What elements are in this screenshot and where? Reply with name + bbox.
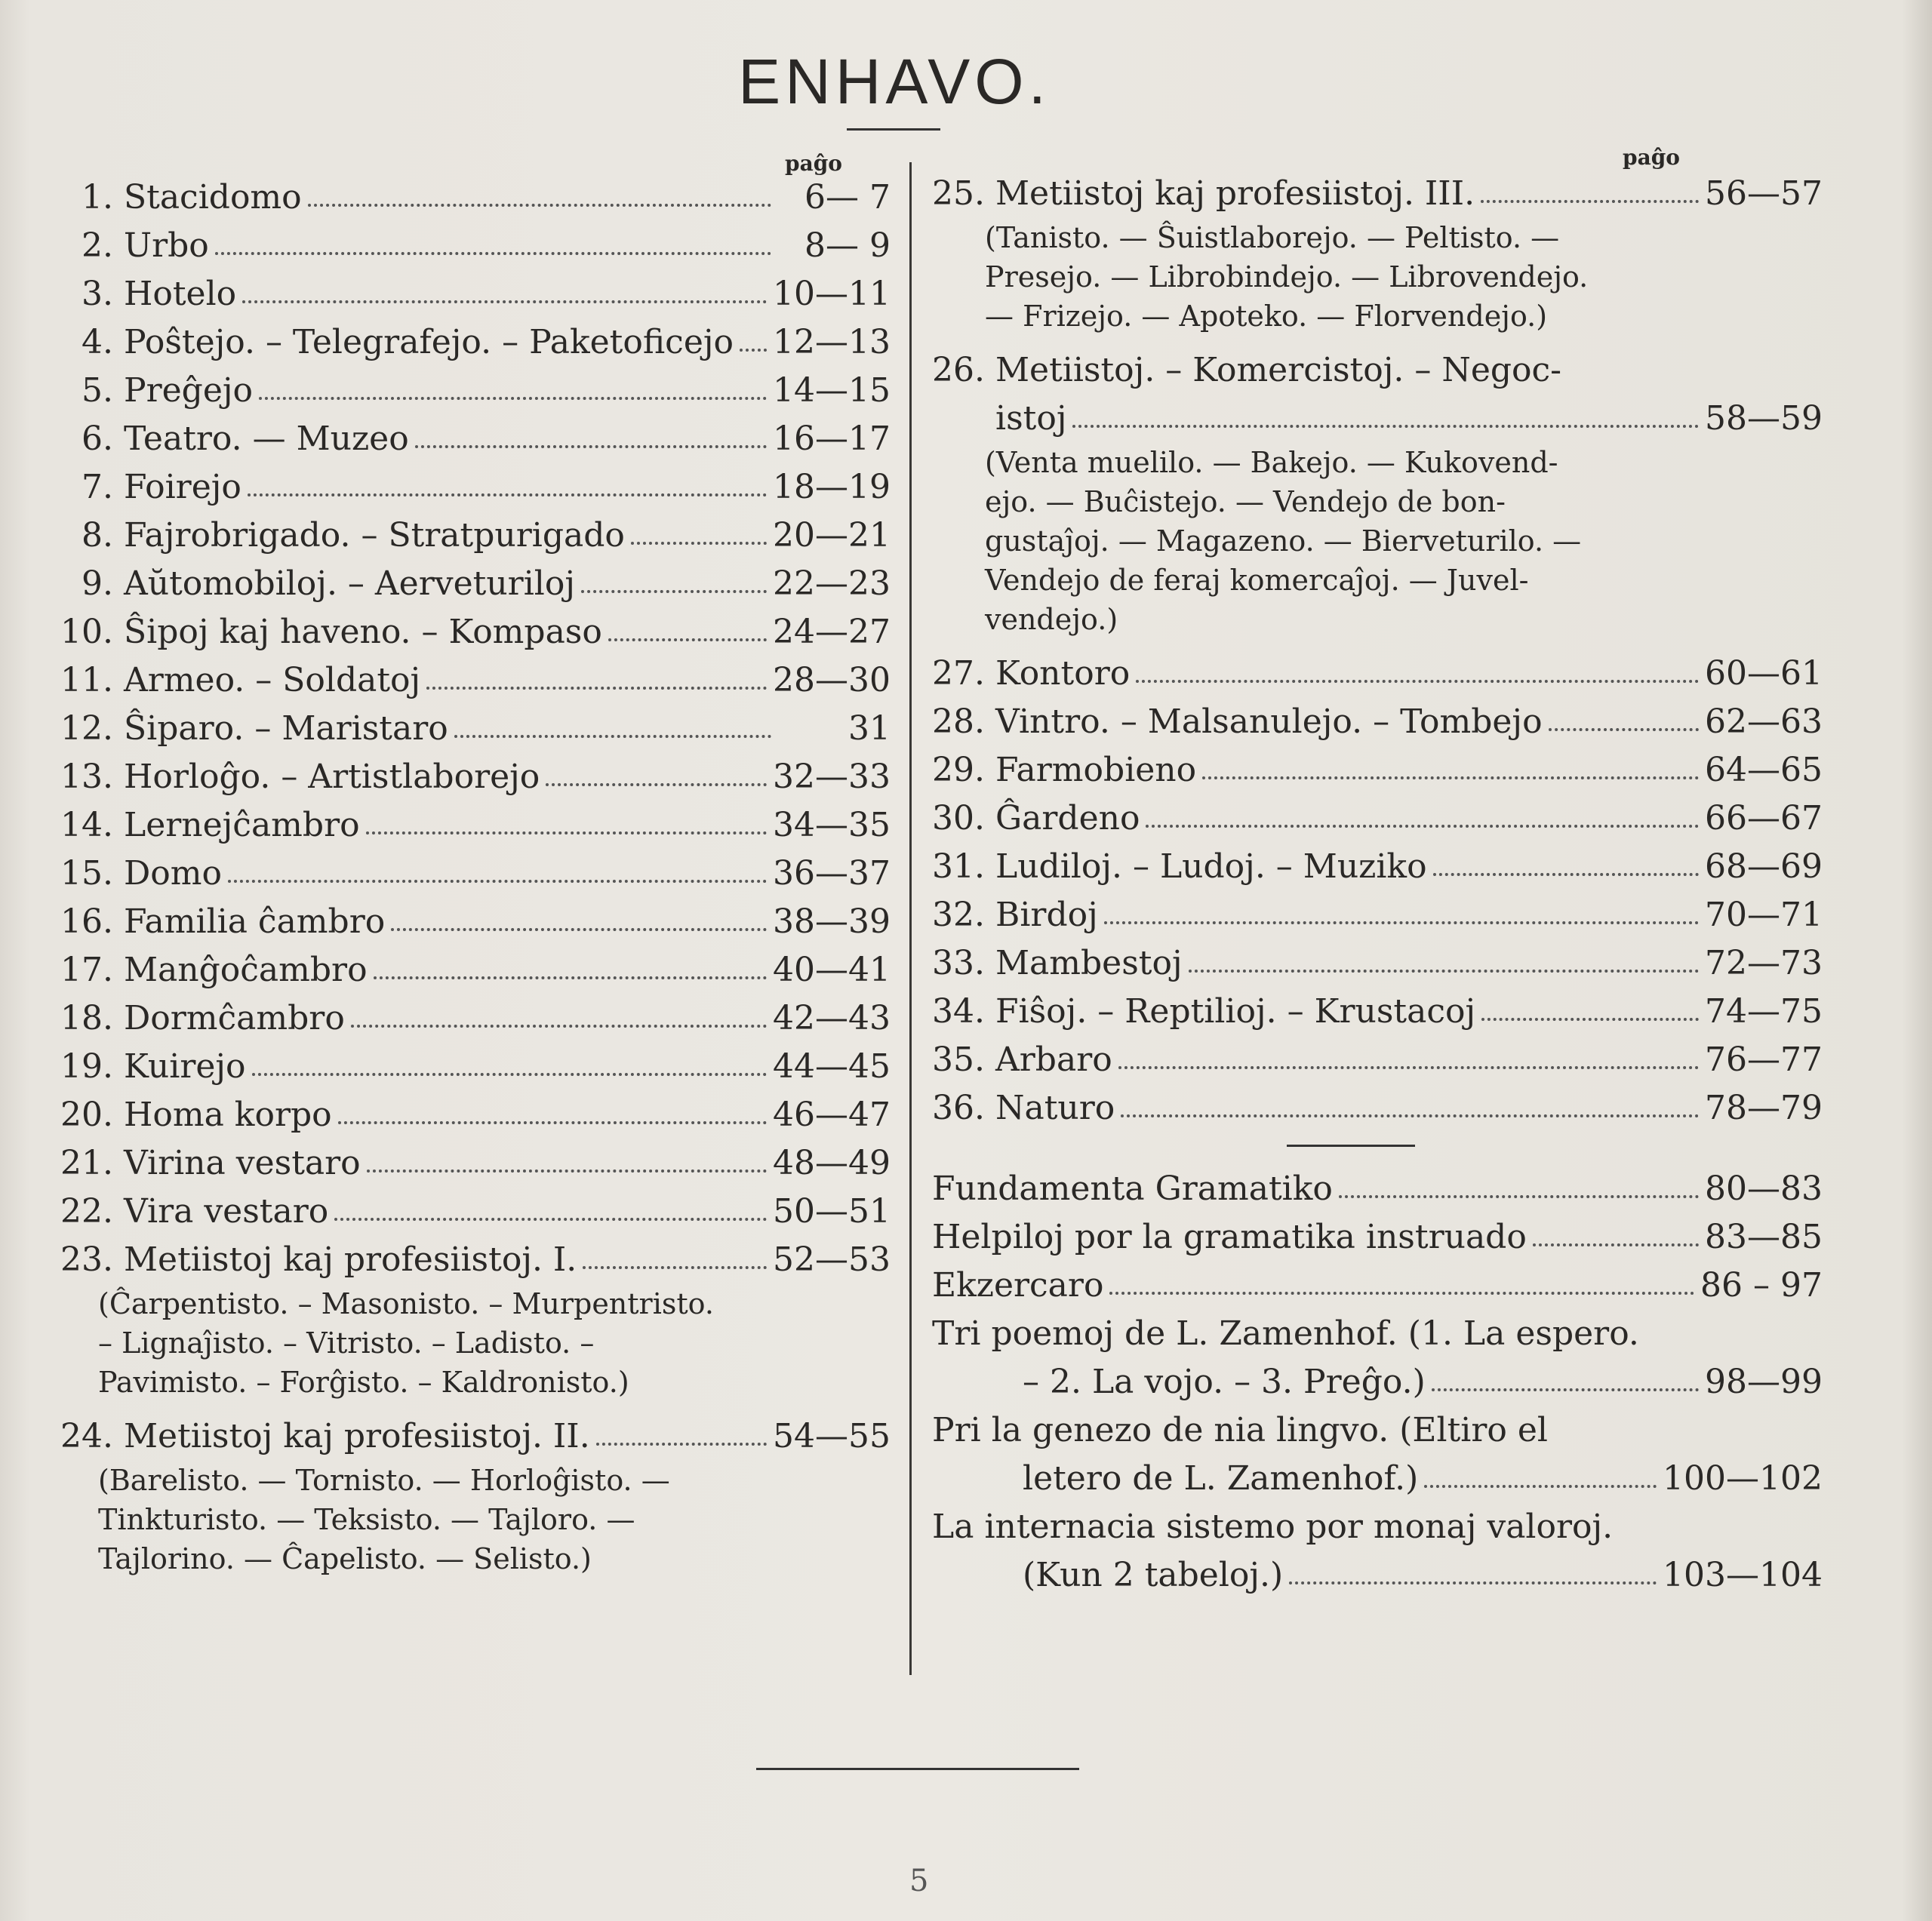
- column-divider: [909, 162, 912, 1675]
- entry-number: 23.: [60, 1240, 113, 1279]
- entry-number: 19.: [60, 1047, 113, 1086]
- toc-entry-26: [917, 346, 1823, 395]
- toc-entry: [917, 650, 1823, 698]
- entry-pages: 12—13: [773, 323, 891, 361]
- entry-number: 9.: [82, 564, 113, 603]
- toc-entry: [15, 318, 891, 367]
- subtopic-line: vendejo.): [985, 603, 1118, 636]
- entry-pages: 44—45: [773, 1047, 891, 1086]
- entry-pages: 98—99: [1705, 1363, 1823, 1401]
- toc-entry-sistemo: [917, 1503, 1823, 1551]
- dot-leader: [1189, 970, 1699, 973]
- left-entry-list: [15, 174, 891, 1236]
- subtopic-line: ejo. — Buĉistejo. — Vendejo de bon-: [985, 485, 1506, 518]
- dot-leader: [1136, 680, 1699, 683]
- entry-25-subtopics: [917, 218, 1823, 336]
- dot-leader: [1072, 425, 1699, 428]
- dot-leader: [426, 687, 767, 690]
- entry-number: 5.: [82, 371, 113, 410]
- entry-label: Foirejo: [124, 468, 242, 506]
- entry-pages: 62—63: [1705, 702, 1823, 741]
- entry-pages: 16—17: [773, 420, 891, 458]
- dot-leader: [259, 397, 767, 400]
- entry-label: Birdoj: [995, 896, 1098, 934]
- entry-pages: 83—85: [1705, 1218, 1823, 1256]
- dot-leader: [1118, 1066, 1699, 1069]
- toc-entry: [15, 367, 891, 415]
- entry-label: Fundamenta Gramatiko: [932, 1170, 1333, 1208]
- dot-leader: [631, 542, 767, 545]
- entry-number: 36.: [932, 1089, 985, 1127]
- entry-label: Vira vestaro: [124, 1192, 329, 1231]
- toc-entry: [15, 512, 891, 560]
- entry-label: Fajrobrigado. – Stratpurigado: [124, 516, 625, 555]
- dot-leader: [1533, 1243, 1699, 1246]
- entry-pages: 54—55: [773, 1417, 891, 1455]
- entry-24-subtopics: [15, 1461, 891, 1578]
- subtopic-line: Vendejo de feraj komercaĵoj. — Juvel-: [985, 564, 1529, 597]
- entry-pages: 58—59: [1705, 399, 1823, 438]
- entry-label: Ŝiparo. – Maristaro: [124, 709, 448, 748]
- toc-entry-23: [15, 1236, 891, 1284]
- entry-pages: 20—21: [773, 516, 891, 555]
- entry-26-subtopics: [917, 443, 1823, 639]
- entry-pages: 48—49: [773, 1144, 891, 1182]
- entry-pages: 103—104: [1663, 1556, 1823, 1594]
- entry-pages: 8— 9: [804, 226, 891, 265]
- entry-number: 15.: [60, 854, 113, 893]
- dot-leader: [215, 252, 771, 255]
- toc-entry: [15, 705, 891, 753]
- entry-label: Teatro. — Muzeo: [124, 420, 409, 458]
- entry-pages: 34—35: [773, 806, 891, 844]
- dot-leader: [334, 1218, 767, 1221]
- pago-label-right: paĝo: [1623, 145, 1680, 170]
- entry-pages: 52—53: [773, 1240, 891, 1279]
- subtopic-line: – Lignaĵisto. – Vitristo. – Ladisto. –: [98, 1326, 595, 1360]
- entry-number: 21.: [60, 1144, 113, 1182]
- entry-pages: 6— 7: [804, 178, 891, 217]
- dot-leader: [583, 1266, 767, 1269]
- entry-label: Metiistoj. – Komercistoj. – Negoc-: [995, 351, 1562, 389]
- entry-pages: 32—33: [773, 758, 891, 796]
- entry-pages: 66—67: [1705, 799, 1823, 838]
- entry-number: 6.: [82, 420, 113, 458]
- dot-leader: [366, 831, 767, 834]
- entry-number: 26.: [932, 351, 985, 389]
- entry-label: Kontoro: [995, 654, 1131, 693]
- dot-leader: [374, 976, 767, 979]
- toc-entry-sistemo-continued: [917, 1551, 1823, 1600]
- toc-entry: [15, 463, 891, 512]
- entry-pages: 74—75: [1705, 992, 1823, 1031]
- toc-entry-26-continued: [917, 395, 1823, 443]
- entry-number: 32.: [932, 896, 985, 934]
- entry-label: Armeo. – Soldatoj: [124, 661, 421, 699]
- entry-label: Ĝardeno: [995, 799, 1140, 838]
- dot-leader: [252, 1073, 767, 1076]
- left-column: [15, 174, 891, 1589]
- toc-entry: [917, 939, 1823, 988]
- entry-label: Horloĝo. – Artistlaborejo: [124, 758, 540, 796]
- entry-number: 24.: [60, 1417, 113, 1455]
- entry-label: Ekzercaro: [932, 1266, 1104, 1305]
- entry-number: 18.: [60, 999, 113, 1037]
- entry-label: La internacia sistemo por monaj valoroj.: [932, 1508, 1614, 1546]
- subtopic-line: Tajlorino. — Ĉapelisto. — Selisto.): [98, 1542, 592, 1575]
- subtopic-line: (Tanisto. — Ŝuistlaborejo. — Peltisto. —: [985, 221, 1560, 254]
- dot-leader: [596, 1443, 767, 1446]
- entry-pages: 36—37: [773, 854, 891, 893]
- entry-pages: 70—71: [1705, 896, 1823, 934]
- subtopic-line: Presejo. — Librobindejo. — Librovendejo.: [985, 260, 1589, 294]
- entry-label: Arbaro: [995, 1040, 1112, 1079]
- toc-entry-poemoj: [917, 1310, 1823, 1358]
- dot-leader: [740, 349, 767, 352]
- dot-leader: [581, 590, 767, 593]
- entry-pages: 31: [848, 709, 891, 748]
- entry-number: 33.: [932, 944, 985, 982]
- entry-number: 22.: [60, 1192, 113, 1231]
- entry-label-continued: istoj: [995, 399, 1067, 438]
- entry-label: Metiistoj kaj profesiistoj. I.: [124, 1240, 577, 1279]
- entry-number: 11.: [60, 661, 113, 699]
- entry-pages: 64—65: [1705, 751, 1823, 789]
- entry-label: Manĝoĉambro: [124, 951, 368, 989]
- subtopic-line: gustaĵoj. — Magazeno. — Bierveturilo. —: [985, 524, 1582, 558]
- entry-label: Pri la genezo de nia lingvo. (Eltiro el: [932, 1411, 1548, 1449]
- entry-number: 29.: [932, 751, 985, 789]
- dot-leader: [1146, 825, 1699, 828]
- toc-entry-helpiloj: [917, 1213, 1823, 1262]
- entry-number: 25.: [932, 174, 985, 213]
- toc-entry: [15, 1139, 891, 1188]
- page-title: ENHAVO.: [738, 46, 1051, 117]
- dot-leader: [391, 928, 767, 931]
- entry-label: Familia ĉambro: [124, 902, 386, 941]
- subtopic-line: (Ĉarpentisto. – Masonisto. – Murpentristo.: [98, 1287, 714, 1320]
- toc-entry: [15, 608, 891, 656]
- dot-leader: [228, 880, 767, 883]
- toc-entry-25: [917, 170, 1823, 218]
- entry-number: 10.: [60, 613, 113, 651]
- dot-leader: [1481, 1018, 1699, 1021]
- toc-entry-genezo-continued: [917, 1455, 1823, 1503]
- toc-entry: [15, 174, 891, 222]
- entry-pages: 10—11: [773, 275, 891, 313]
- entry-pages: 42—43: [773, 999, 891, 1037]
- entry-label-continued: (Kun 2 tabeloj.): [1023, 1556, 1284, 1594]
- entry-pages: 68—69: [1705, 847, 1823, 886]
- dot-leader: [1202, 776, 1699, 779]
- entry-number: 27.: [932, 654, 985, 693]
- toc-entry: [15, 850, 891, 898]
- entry-pages: 60—61: [1705, 654, 1823, 693]
- toc-entry: [917, 843, 1823, 891]
- entry-number: 8.: [82, 516, 113, 555]
- subtopic-line: Pavimisto. – Forĝisto. – Kaldronisto.): [98, 1366, 629, 1399]
- dot-leader: [415, 445, 767, 448]
- toc-entry-genezo: [917, 1406, 1823, 1455]
- entry-number: 14.: [60, 806, 113, 844]
- entry-pages: 100—102: [1663, 1459, 1823, 1498]
- toc-entry: [15, 560, 891, 608]
- entry-number: 3.: [82, 275, 113, 313]
- entry-label: Domo: [124, 854, 222, 893]
- toc-entry-fundamenta: [917, 1165, 1823, 1213]
- entry-number: 34.: [932, 992, 985, 1031]
- entry-number: 1.: [82, 178, 113, 217]
- toc-entry: [917, 698, 1823, 746]
- toc-entry: [15, 1043, 891, 1091]
- entry-number: 35.: [932, 1040, 985, 1079]
- entry-label: Helpiloj por la gramatika instruado: [932, 1218, 1527, 1256]
- entry-label: Ludiloj. – Ludoj. – Muziko: [995, 847, 1427, 886]
- right-column: [917, 170, 1823, 1600]
- dot-leader: [242, 300, 767, 303]
- subtopic-line: — Frizejo. — Apoteko. — Florvendejo.): [985, 300, 1548, 333]
- dot-leader: [1432, 1388, 1699, 1391]
- grammar-section: [917, 1165, 1823, 1600]
- entry-pages: 40—41: [773, 951, 891, 989]
- dot-leader: [546, 783, 767, 786]
- entry-label: Vintro. – Malsanulejo. – Tombejo: [995, 702, 1543, 741]
- dot-leader: [308, 204, 771, 207]
- entry-number: 20.: [60, 1096, 113, 1134]
- dot-leader: [1339, 1195, 1699, 1198]
- entry-pages: 38—39: [773, 902, 891, 941]
- entry-number: 2.: [82, 226, 113, 265]
- entry-label: Poŝtejo. – Telegrafejo. – Paketoficejo: [124, 323, 734, 361]
- subtopic-line: (Barelisto. — Tornisto. — Horloĝisto. —: [98, 1464, 670, 1497]
- entry-number: 28.: [932, 702, 985, 741]
- entry-label: Dormĉambro: [124, 999, 345, 1037]
- bottom-rule: [756, 1768, 1079, 1770]
- entry-number: 4.: [82, 323, 113, 361]
- entry-label-continued: – 2. La vojo. – 3. Preĝo.): [1023, 1363, 1426, 1401]
- toc-entry: [15, 415, 891, 463]
- dot-leader: [1433, 873, 1699, 876]
- entry-number: 30.: [932, 799, 985, 838]
- entry-label: Mambestoj: [995, 944, 1183, 982]
- dot-leader: [608, 638, 767, 641]
- entry-label: Kuirejo: [124, 1047, 246, 1086]
- toc-entry-24: [15, 1412, 891, 1461]
- toc-entry: [15, 1188, 891, 1236]
- entry-pages: 50—51: [773, 1192, 891, 1231]
- toc-entry-ekzercaro: [917, 1262, 1823, 1310]
- toc-entry: [917, 988, 1823, 1036]
- entry-pages: 80—83: [1705, 1170, 1823, 1208]
- entry-label: Stacidomo: [124, 178, 302, 217]
- toc-entry: [15, 753, 891, 801]
- toc-entry-poemoj-continued: [917, 1358, 1823, 1406]
- dot-leader: [1481, 200, 1699, 203]
- toc-entry: [15, 656, 891, 705]
- entry-number: 17.: [60, 951, 113, 989]
- toc-entry: [15, 1091, 891, 1139]
- entry-number: 13.: [60, 758, 113, 796]
- entry-label: Virina vestaro: [124, 1144, 361, 1182]
- entry-pages: 24—27: [773, 613, 891, 651]
- subtopic-line: (Venta muelilo. — Bakejo. — Kukovend-: [985, 446, 1558, 479]
- toc-entry: [917, 795, 1823, 843]
- toc-entry: [15, 898, 891, 946]
- entry-label: Farmobieno: [995, 751, 1197, 789]
- entry-pages: 14—15: [773, 371, 891, 410]
- dot-leader: [1424, 1485, 1657, 1488]
- subtopic-line: Tinkturisto. — Teksisto. — Tajloro. —: [98, 1503, 635, 1536]
- dot-leader: [1109, 1292, 1694, 1295]
- toc-entry: [917, 1084, 1823, 1133]
- entry-pages: 56—57: [1705, 174, 1823, 213]
- toc-entry: [15, 270, 891, 318]
- entry-number: 16.: [60, 902, 113, 941]
- title-rule: [847, 128, 940, 131]
- toc-entry: [15, 801, 891, 850]
- entry-pages: 46—47: [773, 1096, 891, 1134]
- dot-leader: [248, 493, 767, 496]
- entry-label: Tri poemoj de L. Zamenhof. (1. La espero.: [932, 1314, 1639, 1353]
- entry-label: Aŭtomobiloj. – Aerveturiloj: [124, 564, 575, 603]
- dot-leader: [1289, 1581, 1657, 1584]
- entry-label: Homa korpo: [124, 1096, 332, 1134]
- toc-entry: [917, 891, 1823, 939]
- entry-pages: 72—73: [1705, 944, 1823, 982]
- entry-number: 31.: [932, 847, 985, 886]
- toc-entry: [917, 746, 1823, 795]
- right-entry-list: [917, 650, 1823, 1133]
- entry-pages: 78—79: [1705, 1089, 1823, 1127]
- entry-label: Naturo: [995, 1089, 1115, 1127]
- toc-entry: [15, 222, 891, 270]
- entry-label: Metiistoj kaj profesiistoj. III.: [995, 174, 1475, 213]
- dot-leader: [1549, 728, 1699, 731]
- entry-label: Ŝipoj kaj haveno. – Kompaso: [124, 613, 602, 651]
- dot-leader: [1121, 1114, 1699, 1117]
- toc-entry: [15, 994, 891, 1043]
- dot-leader: [351, 1025, 767, 1028]
- entry-pages: 86 – 97: [1700, 1266, 1823, 1305]
- entry-number: 12.: [60, 709, 113, 748]
- entry-number: 7.: [82, 468, 113, 506]
- entry-pages: 18—19: [773, 468, 891, 506]
- dot-leader: [1104, 921, 1699, 924]
- pago-label-left: paĝo: [785, 151, 842, 176]
- entry-label-continued: letero de L. Zamenhof.): [1023, 1459, 1419, 1498]
- dot-leader: [338, 1121, 767, 1124]
- entry-label: Fiŝoj. – Reptilioj. – Krustacoj: [995, 992, 1476, 1031]
- entry-pages: 22—23: [773, 564, 891, 603]
- dot-leader: [454, 735, 771, 738]
- entry-23-subtopics: [15, 1284, 891, 1402]
- entry-label: Metiistoj kaj profesiistoj. II.: [124, 1417, 590, 1455]
- page-number: 5: [909, 1864, 929, 1898]
- toc-entry: [917, 1036, 1823, 1084]
- entry-label: Urbo: [124, 226, 209, 265]
- entry-pages: 28—30: [773, 661, 891, 699]
- entry-label: Preĝejo: [124, 371, 254, 410]
- dot-leader: [367, 1170, 767, 1173]
- entry-label: Hotelo: [124, 275, 237, 313]
- toc-entry: [15, 946, 891, 994]
- entry-pages: 76—77: [1705, 1040, 1823, 1079]
- entry-label: Lernejĉambro: [124, 806, 360, 844]
- section-rule: [1287, 1145, 1415, 1147]
